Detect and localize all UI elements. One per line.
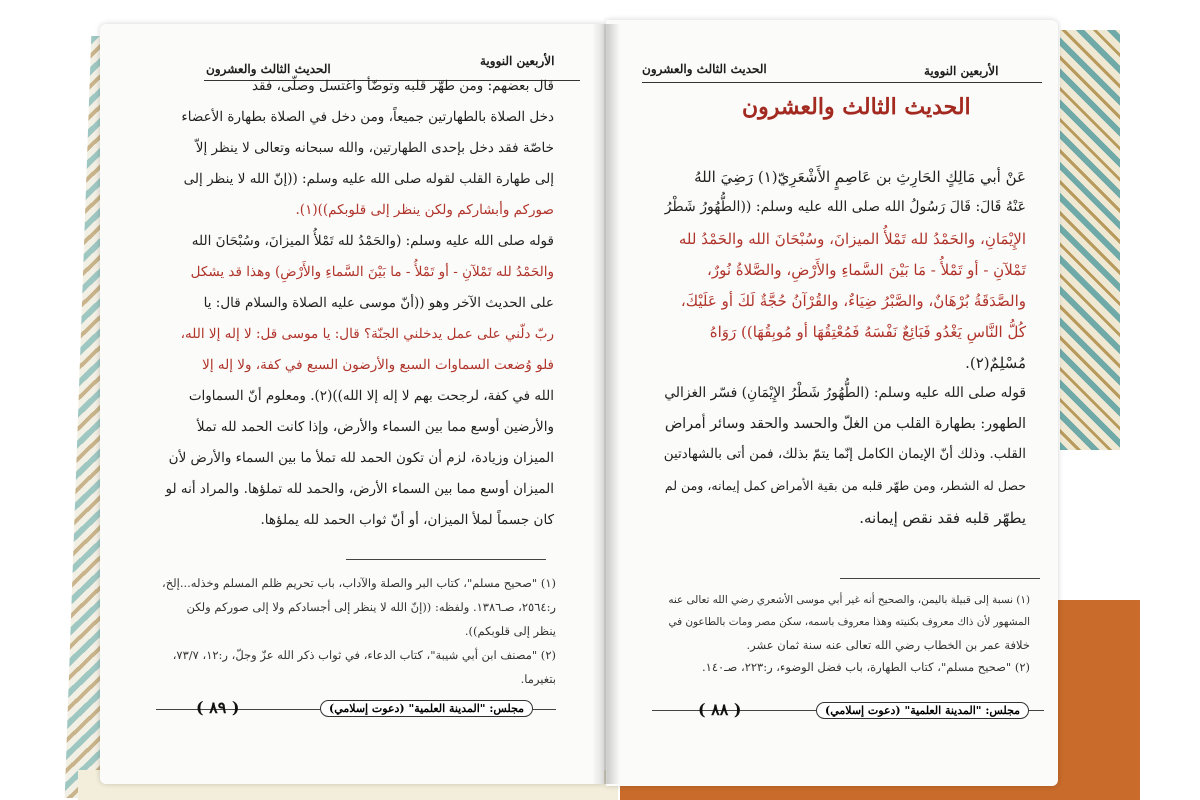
body-line: الطهور: بطهارة القلب من الغلّ والحسد والحقد وسائر أمراض (664, 416, 1026, 432)
footnote-line: (٢) "صحيح مسلم"، كتاب الطهارة، باب فضل الوضوء، ر:٢٢٣، صـ١٤٠. (701, 660, 1030, 674)
book-gutter (592, 24, 620, 784)
body-line: الإِيْمَانِ، والحَمْدُ لله تَمْلأُ الميزانَ، وسُبْحَانَ الله والحَمْدُ لله (678, 230, 1026, 248)
footnote-line: (١) "صحيح مسلم"، كتاب البر والصلة والآداب، باب تحريم ظلم المسلم وخذله...إلخ، (162, 576, 556, 590)
left-footnote-rule (346, 559, 546, 560)
footnote-line: ر:٢٥٦٤، صـ١٣٨٦. ولفظه: ((إنّ الله لا ينظر إلى أجسادكم ولا إلى صوركم ولكن (186, 600, 556, 614)
body-line: فلو وُضعت السماوات السبع والأرضون السبع في كفة، ولا إله إلا (202, 357, 554, 373)
footnote-line: ينظر إلى قلوبكم)). (464, 624, 556, 638)
cover-right-edge (1060, 30, 1120, 450)
right-header-chapter: الحديث الثالث والعشرون (642, 62, 767, 76)
right-header-book: الأربعين النووية (924, 64, 999, 78)
body-line: عَنْ أبي مَالِكٍ الحَارِثِ بن عَاصِمٍ الأَشْعَرِيّ(١) رَضِيَ اللهُ (694, 168, 1026, 186)
body-line: تَمْلآنِ - أو تَمْلأُ - مَا بَيْنَ السَّماءِ والأَرْضِ، والصَّلاةُ نُورٌ، (707, 261, 1026, 279)
right-footnote-rule (840, 578, 1040, 579)
right-page-number: ( ٨٨ ) (698, 700, 742, 719)
body-line: الميزان وزيادة، لزم أن تكون الحمد لله تملأ ما بين السماء والأرض لأن (168, 450, 554, 466)
body-line: كان جسماً لملأ الميزان، أو أنّ ثواب الحمد لله يملؤها. (260, 512, 554, 528)
footnote-line: بتغيرما. (520, 672, 556, 686)
body-line: كُلُّ النَّاسِ يَغْدُو فَبَائِعٌ نَفْسَهُ فَمُعْتِقُهَا أو مُوبِقُهَا)) رَوَاهُ (709, 323, 1026, 341)
body-line: مُسْلِمٌ(٢). (965, 354, 1026, 372)
body-line: صوركم وأبشاركم ولكن ينظر إلى قلوبكم))(١). (295, 202, 554, 218)
body-line: على الحديث الآخر وهو ((أنّ موسى عليه الصلاة والسلام قال: يا (203, 295, 554, 311)
right-page (606, 20, 1058, 786)
hadith-title: الحديث الثالث والعشرون (742, 94, 971, 120)
body-line: والصَّدَقَةُ بُرْهَانٌ، والصَّبْرُ ضِيَاءٌ، والقُرْآنُ حُجَّةٌ لَكَ أو عَلَيْكَ، (680, 292, 1026, 310)
body-line: الله في كفة، لرجحت بهم لا إله إلا الله))(٢). ومعلوم أنّ السماوات (188, 388, 554, 404)
body-line: يطهّر قلبه فقد نقص إيمانه. (859, 509, 1026, 527)
left-page (100, 24, 604, 784)
left-header-book: الأربعين النووية (480, 54, 555, 68)
footnote-line: خلافة عمر بن الخطاب رضي الله تعالى عنه سنة ثمان عشر. (746, 638, 1030, 652)
body-line: والأرضين أوسع مما بين السماء والأرض، وإذا كانت الحمد لله تملأ (196, 419, 554, 435)
body-line: دخل الصلاة بالطهارتين جميعاً، ومن دخل في الصلاة بطهارة الأعضاء (181, 109, 554, 125)
left-header-chapter: الحديث الثالث والعشرون (206, 62, 331, 76)
footnote-line: (٢) "مصنف ابن أبي شيبة"، كتاب الدعاء، في ثواب ذكر الله عزّ وجلّ، ر:١٢، ٧٣/٧، (172, 648, 556, 662)
body-line: قوله صلى الله عليه وسلم: (الطُّهُورُ شَطْرُ الإِيْمَانِ) فسّر الغزالي (664, 385, 1026, 401)
body-line: قوله صلى الله عليه وسلم: (والحَمْدُ لله تَمْلأُ الميزانَ، وسُبْحَانَ الله (191, 233, 554, 249)
body-line: ربّ دلّني على عمل يدخلني الجنّة؟ قال: يا موسى قل: لا إله إلا الله، (180, 326, 554, 342)
body-line: قال بعضهم: ومن طهّر قلبه وتوضّأ واغتسل وصلّى، فقد (251, 78, 554, 94)
left-page-number: ( ٨٩ ) (196, 698, 240, 717)
left-footer-label: مجلس: "المدينة العلمية" (دعوت إسلامي) (320, 700, 533, 717)
footnote-line: (١) نسبة إلى قبيلة باليمن، والصحيح أنه غير أبي موسى الأشعري رضي الله تعالى عنه (668, 594, 1030, 606)
footnote-line: المشهور لأن ذاك معروف بكنيته وهذا معروف باسمه، سكن مصر ومات بالطاعون في (668, 616, 1030, 628)
body-line: الميزان أوسع مما بين السماء الأرض، والحمد لله تملؤها. والمراد أنه لو (165, 481, 554, 497)
body-line: حصل له الشطر، ومن طهّر قلبه من بقية الأمراض كمل إيمانه، ومن لم (664, 478, 1026, 493)
body-line: عَنْهُ قَالَ: قَالَ رَسُولُ الله صلى الله عليه وسلم: ((الطُّهُورُ شَطْرُ (664, 199, 1026, 215)
body-line: والحَمْدُ لله تَمْلآنِ - أو تَمْلأُ - ما بَيْنَ السَّماءِ والأَرْضِ) وهذا قد يشكل (190, 264, 554, 280)
right-header-rule (642, 82, 1042, 83)
body-line: خاصّة فقد دخل بإحدى الطهارتين، والله سبحانه وتعالى لا ينظر إلاّ (195, 140, 554, 156)
body-line: إلى طهارة القلب لقوله صلى الله عليه وسلم: ((إنّ الله لا ينظر إلى (183, 171, 554, 187)
body-line: القلب. وذلك أنّ الإيمان الكامل إنّما يتمّ بذلك، فمن أتى بالشهادتين (663, 447, 1026, 462)
right-footer-label: مجلس: "المدينة العلمية" (دعوت إسلامي) (816, 702, 1029, 719)
